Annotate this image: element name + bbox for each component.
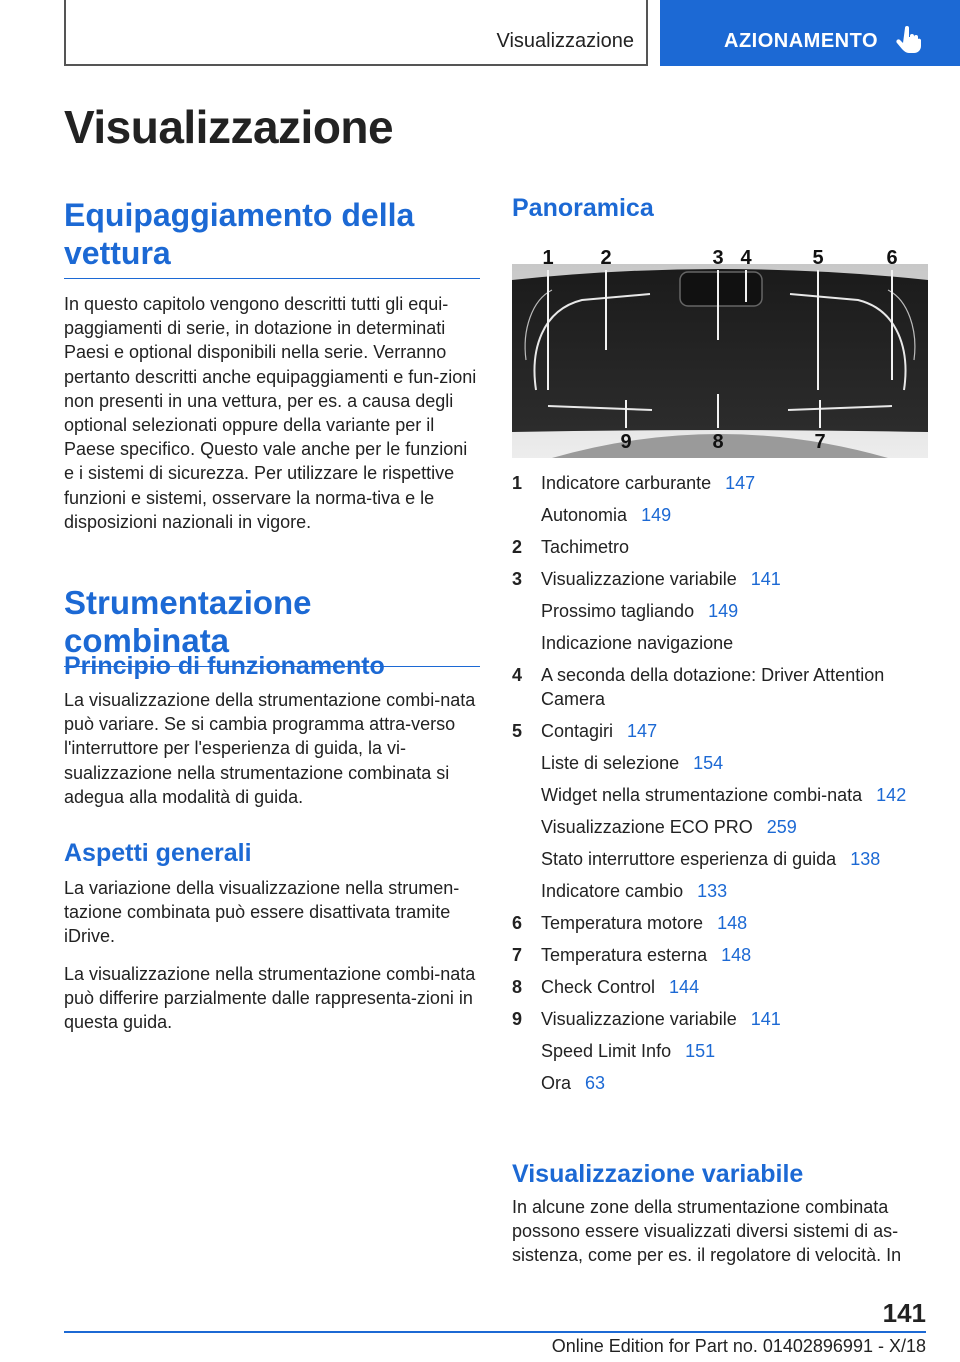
- footer-edition: Online Edition for Part no. 01402896991 - X/18: [551, 1336, 926, 1356]
- paragraph-aspetti-1: La variazione della visualizzazione nella strumen-tazione combinata può essere disattivata tramite iDrive.: [64, 878, 460, 947]
- legend-item-number: 1: [512, 473, 523, 493]
- paragraph-visualizzazione-variabile: In alcune zone della strumentazione combinata possono essere visualizzati diversi sistemi di as-sistenza, come per es. il regolatore di velocità. In: [512, 1197, 902, 1266]
- callout-4: 4: [740, 247, 752, 269]
- page-reference-link[interactable]: 149: [708, 601, 739, 621]
- legend-item-label: Tachimetro: [541, 537, 630, 557]
- legend-list: [512, 471, 928, 1103]
- page-reference-link[interactable]: 144: [669, 977, 700, 997]
- heading-principio: Principio di funzionamento: [64, 652, 385, 680]
- pointing-hand-icon: [896, 26, 922, 54]
- page-reference-link[interactable]: 147: [725, 473, 756, 493]
- page-reference-link[interactable]: 63: [585, 1073, 606, 1093]
- legend-item: [512, 975, 928, 999]
- callout-8: 8: [712, 431, 724, 453]
- legend-item-label: Autonomia: [541, 505, 628, 525]
- callout-9: 9: [620, 431, 632, 453]
- legend-item: [512, 1007, 928, 1031]
- callout-6: 6: [886, 247, 898, 269]
- legend-item: [512, 631, 928, 655]
- legend-item-label: Visualizzazione variabile: [541, 569, 737, 589]
- callout-5: 5: [812, 247, 824, 269]
- legend-item-label: Indicatore cambio: [541, 881, 684, 901]
- legend-item-label: Stato interruttore esperienza di guida: [541, 849, 837, 869]
- legend-item: [512, 663, 928, 711]
- legend-item-label: Speed Limit Info: [541, 1041, 672, 1061]
- paragraph-equipaggiamento: In questo capitolo vengono descritti tutti gli equi-paggiamenti di serie, in dotazione in determinati Paesi e optional disponibili nella serie. Verranno pertanto descritti anche equipaggiamenti e fun-zioni non presenti in una vettura, per es. a causa degli optional selezionati oppure della variante per il Paese specifico. Questo vale anche per le funzioni e i sistemi di sicurezza. Per utilizzare le rispettive funzioni e sistemi, osservare la norma-tiva e le disposizioni nazionali in vigore.: [64, 294, 477, 532]
- legend-item-number: 7: [512, 945, 523, 965]
- legend-item-label: Contagiri: [541, 721, 614, 741]
- legend-item: [512, 503, 928, 527]
- callout-7: 7: [814, 431, 826, 453]
- legend-item: [512, 1071, 928, 1095]
- page-reference-link[interactable]: 133: [697, 881, 728, 901]
- page-reference-link[interactable]: 147: [627, 721, 658, 741]
- page-number: 141: [882, 1298, 926, 1328]
- legend-item-label: Indicazione navigazione: [541, 633, 734, 653]
- header-chapter-label: AZIONAMENTO: [724, 30, 879, 52]
- callout-1: 1: [542, 247, 554, 269]
- legend-item: [512, 471, 928, 495]
- legend-item-label: Ora: [541, 1073, 572, 1093]
- legend-item-number: 9: [512, 1009, 523, 1029]
- legend-item-label: Liste di selezione: [541, 753, 680, 773]
- legend-item-label: A seconda della dotazione: Driver Attention Camera: [541, 665, 885, 709]
- heading-panoramica: Panoramica: [512, 194, 654, 222]
- legend-item: [512, 599, 928, 623]
- legend-item-label: Visualizzazione variabile: [541, 1009, 737, 1029]
- legend-item-label: Temperatura esterna: [541, 945, 708, 965]
- legend-item-number: 4: [512, 665, 523, 685]
- page-reference-link[interactable]: 141: [750, 569, 781, 589]
- legend-item: [512, 783, 928, 807]
- legend-item: [512, 567, 928, 591]
- callout-2: 2: [600, 247, 612, 269]
- legend-item-label: Widget nella strumentazione combi-nata: [541, 785, 863, 805]
- legend-item: [512, 911, 928, 935]
- page-reference-link[interactable]: 148: [717, 913, 748, 933]
- legend-item-label: Check Control: [541, 977, 656, 997]
- legend-item: [512, 751, 928, 775]
- legend-item: [512, 879, 928, 903]
- heading-strumentazione: Strumentazione combinata: [64, 584, 480, 667]
- legend-item-label: Temperatura motore: [541, 913, 704, 933]
- legend-item-number: 3: [512, 569, 523, 589]
- paragraph-principio: La visualizzazione della strumentazione combi-nata può variare. Se si cambia programma attra-verso l'interruttore per l'esperienza di guida, la vi-sualizzazione nella strumentazione combinata si adegua alla modalità di guida.: [64, 690, 476, 807]
- footer-divider: [64, 1331, 926, 1333]
- legend-item: [512, 1039, 928, 1063]
- header-section-label: Visualizzazione: [496, 30, 634, 52]
- legend-item-number: 6: [512, 913, 523, 933]
- legend-item: [512, 815, 928, 839]
- legend-item-label: Indicatore carburante: [541, 473, 712, 493]
- page-reference-link[interactable]: 148: [721, 945, 752, 965]
- header-chapter-tab[interactable]: [660, 0, 960, 66]
- page-reference-link[interactable]: 142: [876, 785, 907, 805]
- page-reference-link[interactable]: 151: [685, 1041, 716, 1061]
- legend-item: [512, 719, 928, 743]
- page-reference-link[interactable]: 138: [850, 849, 881, 869]
- callout-3: 3: [712, 247, 724, 269]
- instrument-cluster-illustration: [512, 240, 928, 458]
- legend-item-label: Prossimo tagliando: [541, 601, 695, 621]
- page-reference-link[interactable]: 141: [750, 1009, 781, 1029]
- heading-aspetti: Aspetti generali: [64, 839, 252, 867]
- page-reference-link[interactable]: 259: [766, 817, 797, 837]
- legend-item-label: Visualizzazione ECO PRO: [541, 817, 753, 837]
- legend-item-number: 5: [512, 721, 523, 741]
- heading-visualizzazione-variabile: Visualizzazione variabile: [512, 1160, 804, 1188]
- legend-item: [512, 535, 928, 559]
- heading-equipaggiamento: Equipaggiamento della vettura: [64, 196, 480, 279]
- page-title: Visualizzazione: [64, 101, 394, 153]
- header-section-box: [64, 0, 648, 66]
- legend-item: [512, 847, 928, 871]
- page-reference-link[interactable]: 149: [641, 505, 672, 525]
- paragraph-aspetti-2: La visualizzazione nella strumentazione combi-nata può differire parzialmente dalle rappresenta-zioni in questa guida.: [64, 964, 476, 1033]
- legend-item-number: 2: [512, 537, 523, 557]
- page-reference-link[interactable]: 154: [693, 753, 724, 773]
- legend-item-number: 8: [512, 977, 523, 997]
- legend-item: [512, 943, 928, 967]
